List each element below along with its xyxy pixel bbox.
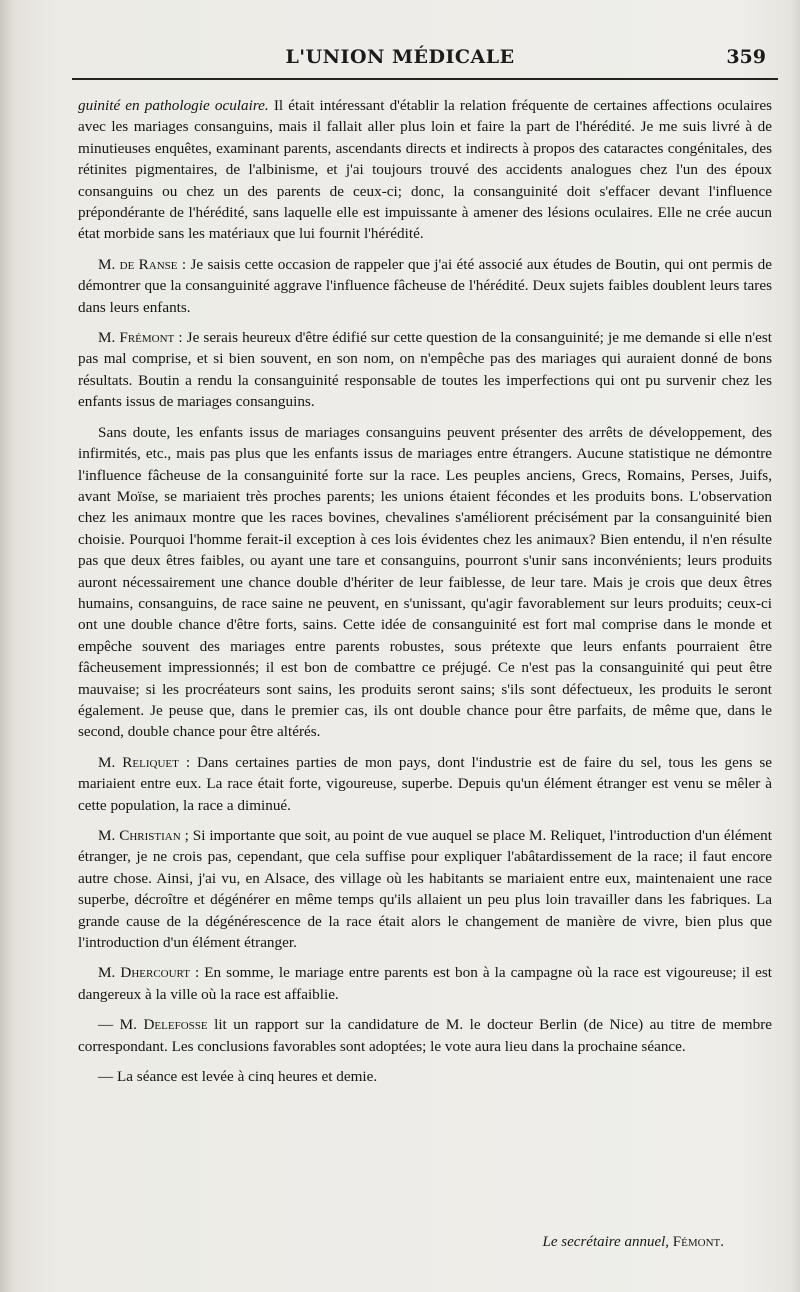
signature (543, 1234, 724, 1251)
paragraph-2 (78, 254, 772, 318)
paragraph-4 (78, 422, 772, 743)
paragraph-lead: guinité en pathologie oculaire. (78, 97, 269, 114)
paragraph-text: : Dans certaines parties de mon pays, dont l'industrie est de faire du sel, tous les gens se mariaient entre eux. La race était forte, vigoureuse, superbe. Depuis qu'un élément étranger est venu se mêler à cette population, la race a diminué. (78, 753, 773, 814)
speaker-name: M. Christian (98, 827, 181, 844)
paragraph-text: : En somme, le mariage entre parents est bon à la campagne où la race est vigoureuse; il est dangereux à la ville où la race est affaiblie. (78, 964, 772, 1003)
speaker-name: M. de Ranse (98, 255, 178, 273)
paragraph-text: lit un rapport sur la candidature de M. le docteur Berlin (de Nice) au titre de membre correspondant. Les conclusions favorables sont adoptées; le vote aura lieu dans la prochaine séance. (78, 1016, 772, 1055)
paragraph-text: — La séance est levée à cinq heures et demie. (98, 1068, 378, 1086)
running-title: L'UNION MÉDICALE (285, 46, 515, 68)
signature-name: Fémont. (672, 1234, 724, 1250)
paragraph-text: Sans doute, les enfants issus de mariages consanguins peuvent présenter des arrêts de développement, des infirmités, etc., mais pas plus que les enfants issus de mariages entre étrangers. Aucune statistique ne démontre l'influence fâcheuse de la consanguinité forte sur la race. Les peuples anciens, Grecs, Romains, Perses, Juifs, avant Moïse, se mariaient très proches parents; les unions étaient fécondes et les produits bons. L'observation chez les animaux montre que les races bovines, chevalines s'améliorent précisément par la consanguinité bien choisie. Pourquoi l'homme ferait-il exception à ces lois évidentes chez les animaux? Bien entendu, il n'en résulte pas que deux êtres faibles, ou ayant une tare et consanguins, pourront s'unir sans inconvénients; leurs produits auront nécessairement une chance double d'hériter de leur faiblesse, de leur tare. Mais je crois que deux êtres humains, consanguins, de race saine ne peuvent, en s'unissant, qu'agir favorablement sur leurs produits; ceux-ci ont une double chance d'être forts, sains. Cette idée de consanguinité est fort mal comprise dans le monde et empêche souvent des mariages entre parents robustes, sous prétexte que leurs enfants pourraient être fâcheusement impressionnés; il est bon de combattre ce préjugé. Ce n'est pas la consanguinité qui peut être mauvaise; si les procréateurs sont sains, les produits seront sains; s'ils sont défectueux, les produits le seront également. Je peuse que, dans le premier cas, ils ont double chance pour être parfaits, de même que, dans le second, double chance pour être altérés. (78, 423, 772, 741)
speaker-name: M. Delefosse (119, 1016, 208, 1034)
speaker-name: M. Dhercourt (98, 964, 190, 982)
paragraph-5 (78, 752, 772, 816)
paragraph-7 (78, 962, 772, 1005)
page-header (0, 44, 800, 74)
paragraph-text: ; Si importante que soit, au point de vue auquel se place M. Reliquet, l'introduction d'un élément étranger, je ne crois pas, cependant, que cela suffise pour expliquer l'abâtardissement de la race; il faut encore autre chose. Ainsi, j'ai vu, en Alsace, des village où les habitants se mariaient entre eux, maintenaient une race superbe, décroître et dégénérer en même temps qu'ils allaient un peu plus loin travailler dans les fabriques. La grande cause de la dégénérescence de la race était alors le changement de manière de vivre, bien plus que l'introduction d'un élément étranger. (78, 827, 772, 952)
paragraph-8 (78, 1014, 772, 1057)
page-number: 359 (726, 46, 766, 68)
body-text (78, 95, 772, 1096)
paragraph-text: : Je saisis cette occasion de rappeler que j'ai été associé aux études de Boutin, qui ont permis de démontrer que la consanguinité aggrave l'influence fâcheuse de l'hérédité. Deux sujets faibles doublent leurs tares dans leurs enfants. (78, 255, 772, 316)
paragraph-prefix: — (98, 1016, 120, 1034)
paragraph-text: Il était intéressant d'établir la relation fréquente de certaines affections oculaires avec les mariages consanguins, mais il fallait aller plus loin et faire la part de l'hérédité. Je me suis livré à de minutieuses enquêtes, examinant parents, ascendants directs et indirects à propos des cataractes congénitales, des rétinites pigmentaires, de l'albinisme, et j'ai toujours trouvé des accidents analogues chez l'un des époux consanguins ou chez un des parents de ceux-ci; donc, la consanguinité doit s'effacer devant l'influence prépondérante de l'hérédité, sans laquelle elle est impuissante à amener des lésions oculaires. Elle ne crée aucun état morbide sans les matériaux que lui fournit l'hérédité. (78, 97, 773, 243)
speaker-name: M. Frémont (98, 329, 175, 347)
paragraph-6 (78, 825, 772, 953)
header-rule (72, 78, 778, 80)
paragraph-9 (78, 1066, 772, 1087)
paragraph-3 (78, 327, 772, 413)
speaker-name: M. Reliquet (98, 753, 179, 771)
paragraph-text: : Je serais heureux d'être édifié sur cette question de la consanguinité; je me demande si elle n'est pas mal comprise, et si bien souvent, en son nom, on n'empêche pas des mariages qui auraient donné de bons résultats. Boutin a rendu la consanguinité responsable de toutes les imperfections qui ont pu survenir chez les enfants issus de mariages consanguins. (78, 329, 772, 411)
signature-role: Le secrétaire annuel, (542, 1234, 670, 1250)
paragraph-1 (78, 95, 772, 245)
